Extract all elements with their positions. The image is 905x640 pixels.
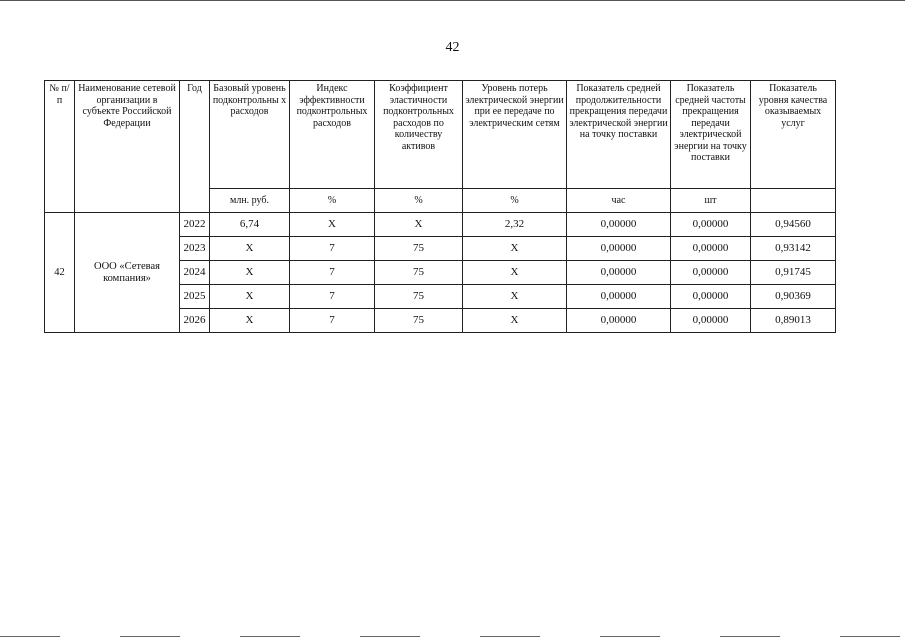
value-cell: 0,00000	[671, 261, 751, 285]
scan-edge-bottom	[0, 636, 905, 637]
header-cell-number: № п/п	[45, 81, 75, 213]
header-cell-base-expenses: Базовый уровень подконтрольны х расходов	[210, 81, 290, 189]
value-cell: 7	[290, 261, 375, 285]
value-cell: 7	[290, 237, 375, 261]
header-cell-year: Год	[180, 81, 210, 213]
value-cell: 6,74	[210, 213, 290, 237]
value-cell: 0,00000	[567, 237, 671, 261]
tariff-table	[44, 80, 836, 333]
value-cell: 0,00000	[567, 309, 671, 333]
value-cell: 0,00000	[671, 213, 751, 237]
value-cell: 0,00000	[567, 285, 671, 309]
value-cell: X	[210, 261, 290, 285]
unit-cell: %	[375, 189, 463, 213]
value-cell: X	[463, 285, 567, 309]
value-cell: 0,00000	[671, 285, 751, 309]
year-cell: 2024	[180, 261, 210, 285]
page-number: 42	[445, 40, 460, 55]
value-cell: 75	[375, 285, 463, 309]
value-cell: 7	[290, 309, 375, 333]
header-cell-efficiency-index: Индекс эффективности подконтрольных расходов	[290, 81, 375, 189]
value-cell: 0,00000	[671, 309, 751, 333]
header-row	[45, 81, 836, 189]
unit-cell: час	[567, 189, 671, 213]
row-number-cell: 42	[45, 213, 75, 333]
value-cell: 75	[375, 309, 463, 333]
unit-cell: шт	[671, 189, 751, 213]
unit-cell: %	[463, 189, 567, 213]
value-cell: X	[463, 261, 567, 285]
header-cell-service-quality: Показатель уровня качества оказываемых услуг	[751, 81, 836, 189]
value-cell: 0,91745	[751, 261, 836, 285]
header-cell-outage-frequency: Показатель средней частоты прекращения передачи электрической энергии на точку поставки	[671, 81, 751, 189]
header-cell-losses: Уровень потерь электрической энергии при ее передаче по электрическим сетям	[463, 81, 567, 189]
unit-cell: %	[290, 189, 375, 213]
value-cell: X	[210, 237, 290, 261]
scan-edge-top	[0, 0, 905, 1]
value-cell: X	[210, 285, 290, 309]
value-cell: X	[210, 309, 290, 333]
year-cell: 2026	[180, 309, 210, 333]
value-cell: 7	[290, 285, 375, 309]
value-cell: X	[375, 213, 463, 237]
organization-cell: ООО «Сетевая компания»	[75, 213, 180, 333]
year-cell: 2025	[180, 285, 210, 309]
value-cell: 75	[375, 237, 463, 261]
value-cell: 0,00000	[671, 237, 751, 261]
table-row	[45, 213, 836, 237]
value-cell: 0,94560	[751, 213, 836, 237]
value-cell: X	[463, 237, 567, 261]
value-cell: 0,90369	[751, 285, 836, 309]
value-cell: X	[463, 309, 567, 333]
unit-cell: млн. руб.	[210, 189, 290, 213]
value-cell: 75	[375, 261, 463, 285]
value-cell: 0,00000	[567, 213, 671, 237]
value-cell: X	[290, 213, 375, 237]
value-cell: 0,89013	[751, 309, 836, 333]
value-cell: 0,93142	[751, 237, 836, 261]
header-cell-organization: Наименование сетевой организации в субъекте Российской Федерации	[75, 81, 180, 213]
unit-cell	[751, 189, 836, 213]
year-cell: 2023	[180, 237, 210, 261]
value-cell: 2,32	[463, 213, 567, 237]
header-cell-outage-duration: Показатель средней продолжительности прекращения передачи электрической энергии на точку поставки	[567, 81, 671, 189]
value-cell: 0,00000	[567, 261, 671, 285]
year-cell: 2022	[180, 213, 210, 237]
header-cell-elasticity: Коэффициент эластичности подконтрольных расходов по количеству активов	[375, 81, 463, 189]
